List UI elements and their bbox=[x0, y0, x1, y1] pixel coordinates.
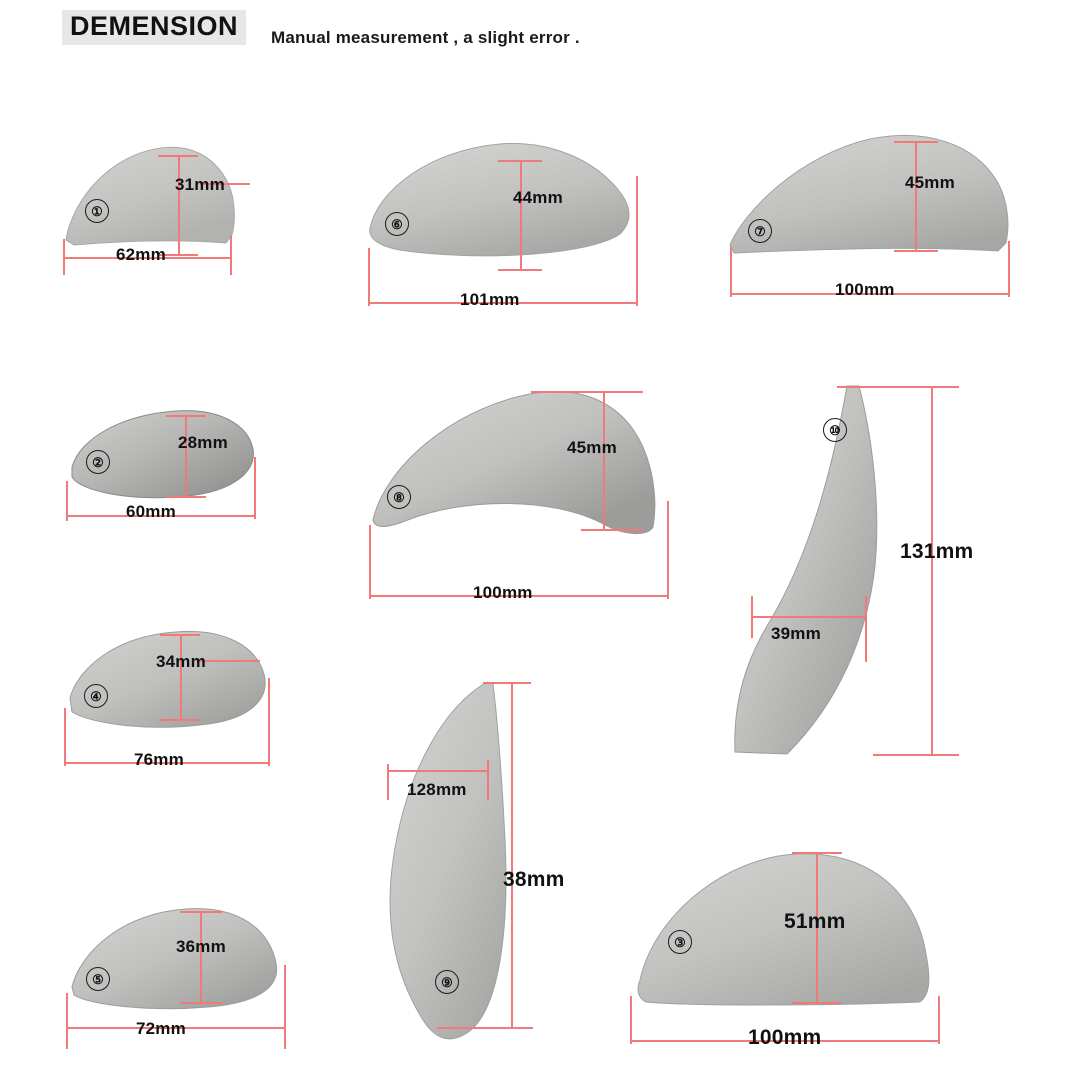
dim-tick-top-7 bbox=[894, 141, 938, 143]
dim-line-vertical-7 bbox=[915, 141, 917, 251]
dim-line-vertical-2 bbox=[185, 415, 187, 497]
dim-label-width-1: 62mm bbox=[116, 245, 166, 264]
header bbox=[62, 10, 580, 45]
dim-tick-right-10 bbox=[865, 596, 867, 662]
shape-index-3: ③ bbox=[668, 930, 692, 954]
dim-tick-right-3 bbox=[938, 996, 940, 1044]
dim-tick-bottom-9 bbox=[437, 1027, 533, 1029]
shape-4-illustration bbox=[58, 620, 328, 800]
dim-tick-top-6 bbox=[498, 160, 542, 162]
dim-label-width-8: 100mm bbox=[473, 583, 533, 602]
dim-label-height-9: 38mm bbox=[503, 868, 565, 891]
dim-tick-top-8 bbox=[531, 391, 643, 393]
dim-tick-right-9 bbox=[487, 760, 489, 800]
dim-label-height-3: 51mm bbox=[784, 910, 846, 933]
dim-tick-right-7 bbox=[1008, 241, 1010, 297]
dim-label-width-2: 60mm bbox=[126, 502, 176, 521]
dim-tick-top-2 bbox=[166, 415, 206, 417]
dim-label-height-5: 36mm bbox=[176, 937, 226, 956]
shape-index-8: ⑧ bbox=[387, 485, 411, 509]
dim-tick-right-2 bbox=[254, 457, 256, 519]
shape-index-7: ⑦ bbox=[748, 219, 772, 243]
dim-line-vertical-9 bbox=[511, 682, 513, 1028]
dim-tick-top-9 bbox=[483, 682, 531, 684]
shape-group-2 bbox=[58, 395, 318, 545]
shape-index-10: ⑩ bbox=[823, 418, 847, 442]
dim-line-horizontal-9 bbox=[387, 770, 489, 772]
shape-group-8 bbox=[355, 375, 685, 625]
dim-tick-right-6 bbox=[636, 176, 638, 306]
shape-index-1: ① bbox=[85, 199, 109, 223]
dim-label-height-10: 131mm bbox=[900, 540, 974, 563]
dim-tick-top-10 bbox=[837, 386, 959, 388]
shape-group-3 bbox=[620, 830, 960, 1069]
dim-tick-left-8 bbox=[369, 525, 371, 599]
dim-tick-left-6 bbox=[368, 248, 370, 306]
dim-tick-bottom-5 bbox=[180, 1002, 222, 1004]
dim-line-vertical-1 bbox=[178, 155, 180, 255]
dim-label-height-6: 44mm bbox=[513, 188, 563, 207]
dim-tick-bottom-8 bbox=[581, 529, 643, 531]
dim-tick-right-4 bbox=[268, 678, 270, 766]
dim-tick-left-7 bbox=[730, 247, 732, 297]
dim-line-horizontal-10 bbox=[751, 616, 867, 618]
shape-index-2: ② bbox=[86, 450, 110, 474]
shape-index-9: ⑨ bbox=[435, 970, 459, 994]
page-title: DEMENSION bbox=[62, 10, 246, 45]
dim-tick-bottom-4 bbox=[160, 719, 200, 721]
dim-line-vertical-10 bbox=[931, 386, 933, 756]
dim-tick-left-5 bbox=[66, 993, 68, 1049]
dim-tick-top-5 bbox=[180, 911, 222, 913]
dim-label-width-5: 72mm bbox=[136, 1019, 186, 1038]
dim-line-vertical-5 bbox=[200, 911, 202, 1003]
shape-group-1 bbox=[60, 135, 300, 275]
shape-10-illustration bbox=[725, 370, 1045, 780]
dim-label-height-1: 31mm bbox=[175, 175, 225, 194]
dim-tick-bottom-10 bbox=[873, 754, 959, 756]
shape-group-9 bbox=[375, 672, 605, 1062]
shape-group-7 bbox=[720, 125, 1020, 315]
dim-tick-left-2 bbox=[66, 481, 68, 521]
dim-label-width-7: 100mm bbox=[835, 280, 895, 299]
dim-tick-right-5 bbox=[284, 965, 286, 1049]
shape-index-6: ⑥ bbox=[385, 212, 409, 236]
dim-label-height-2: 28mm bbox=[178, 433, 228, 452]
dim-label-width-6: 101mm bbox=[460, 290, 520, 309]
dim-line-vertical-4 bbox=[180, 634, 182, 720]
dim-tick-bottom-2 bbox=[166, 496, 206, 498]
dim-label-height-8: 45mm bbox=[567, 438, 617, 457]
dim-tick-top-1 bbox=[158, 155, 198, 157]
shape-9-illustration bbox=[375, 672, 605, 1062]
shape-group-6 bbox=[360, 130, 660, 320]
dim-label-height-7: 45mm bbox=[905, 173, 955, 192]
dim-label-width-4: 76mm bbox=[134, 750, 184, 769]
shape-index-5: ⑤ bbox=[86, 967, 110, 991]
dim-tick-bottom-3 bbox=[792, 1002, 842, 1004]
dim-tick-left-4 bbox=[64, 708, 66, 766]
dim-tick-left-9 bbox=[387, 764, 389, 800]
shape-group-5 bbox=[58, 895, 328, 1069]
shape-group-10 bbox=[725, 370, 1045, 780]
dim-label-width-10: 39mm bbox=[771, 624, 821, 643]
shape-index-4: ④ bbox=[84, 684, 108, 708]
dim-tick-left-10 bbox=[751, 596, 753, 638]
dim-line-vertical-6 bbox=[520, 160, 522, 270]
dim-tick-bottom-7 bbox=[894, 250, 938, 252]
dim-line-vertical-8 bbox=[603, 391, 605, 531]
dim-tick-left-3 bbox=[630, 996, 632, 1044]
dim-label-height-4: 34mm bbox=[156, 652, 206, 671]
dim-leader-4 bbox=[200, 660, 260, 662]
dim-tick-top-4 bbox=[160, 634, 200, 636]
page-subtitle: Manual measurement , a slight error . bbox=[271, 28, 580, 47]
dim-tick-top-3 bbox=[792, 852, 842, 854]
dim-tick-left-1 bbox=[63, 239, 65, 275]
dim-tick-right-8 bbox=[667, 501, 669, 599]
dim-label-width-9: 128mm bbox=[407, 780, 467, 799]
shape-group-4 bbox=[58, 620, 328, 800]
dim-tick-right-1 bbox=[230, 235, 232, 275]
dim-label-width-3: 100mm bbox=[748, 1026, 822, 1049]
dim-tick-bottom-6 bbox=[498, 269, 542, 271]
